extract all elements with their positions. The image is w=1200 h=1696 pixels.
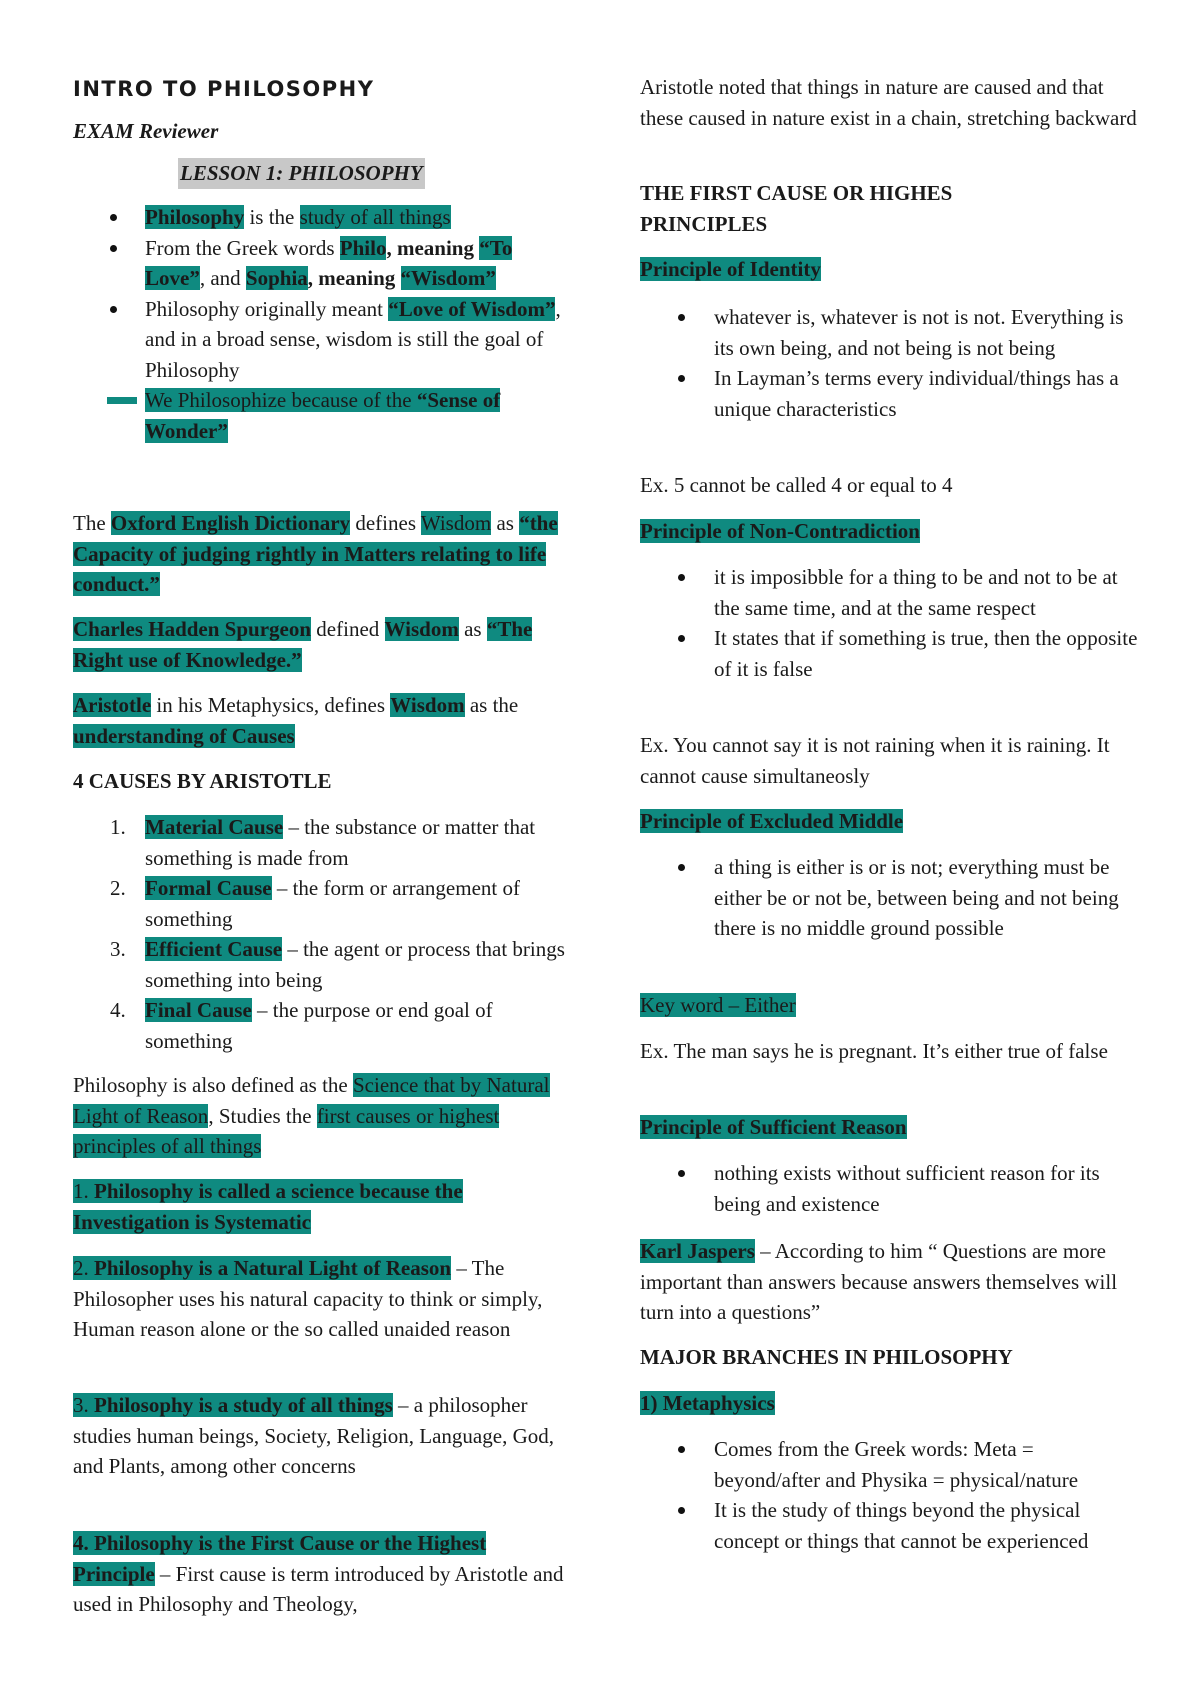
identity-bullet-list (640, 302, 1140, 424)
list-item: 1. Material Cause – the substance or matter that something is made from (110, 815, 536, 870)
list-item: It is the study of things beyond the physical concept or things that cannot be experienced (640, 1495, 1140, 1556)
list-item: It states that if something is true, then the opposite of it is false (640, 623, 1140, 684)
excluded-middle-heading: Principle of Excluded Middle (640, 809, 904, 833)
list-item: Philosophy originally meant “Love of Wisdom”, and in a broad sense, wisdom is still the goal of Philosophy (73, 294, 568, 386)
sufficient-reason-bullet-list (640, 1158, 1140, 1219)
document-subtitle: EXAM Reviewer (73, 119, 219, 143)
list-item: whatever is, whatever is not is not. Everything is its own being, and not being is not being (640, 302, 1140, 363)
excluded-middle-keyword: Key word – Either (640, 993, 796, 1017)
philosophy-point-1: 1. Philosophy is called a science because the Investigation is Systematic (73, 1179, 463, 1234)
noncontradiction-example: Ex. You cannot say it is not raining when it is raining. It cannot cause simultaneosly (640, 733, 1110, 788)
science-definition: Philosophy is also defined as the Science that by Natural Light of Reason, Studies the first causes or highest principles of all things (73, 1073, 550, 1158)
philosophy-point-3: 3. Philosophy is a study of all things – a philosopher studies human beings, Society, Religion, Language, God, and Plants, among other concerns (73, 1393, 554, 1478)
identity-heading: Principle of Identity (640, 257, 821, 281)
metaphysics-heading: 1) Metaphysics (640, 1391, 775, 1415)
list-item: 2. Formal Cause – the form or arrangement of something (110, 876, 520, 931)
karl-jaspers-quote: Karl Jaspers – According to him “ Questions are more important than answers because answers themselves will turn into a questions” (640, 1239, 1118, 1324)
list-item: 4. Final Cause – the purpose or end goal of something (110, 998, 493, 1053)
list-item: it is imposibble for a thing to be and not to be at the same time, and at the same respect (640, 562, 1140, 623)
intro-bullet-list (73, 202, 568, 446)
list-item: Comes from the Greek words: Meta = beyond/after and Physika = physical/nature (640, 1434, 1140, 1495)
document-title: INTRO TO PHILOSOPHY (73, 77, 375, 101)
spurgeon-definition: Charles Hadden Spurgeon defined Wisdom as “The Right use of Knowledge.” (73, 617, 533, 672)
sufficient-reason-heading: Principle of Sufficient Reason (640, 1115, 907, 1139)
metaphysics-bullet-list (640, 1434, 1140, 1556)
branches-heading: MAJOR BRANCHES IN PHILOSOPHY (640, 1345, 1013, 1369)
aristotle-definition: Aristotle in his Metaphysics, defines Wisdom as the understanding of Causes (73, 693, 519, 748)
list-item: Philosophy is the study of all things (73, 202, 568, 233)
oxford-definition: The Oxford English Dictionary defines Wisdom as “the Capacity of judging rightly in Matters relating to life conduct.” (73, 511, 558, 596)
noncontradiction-heading: Principle of Non-Contradiction (640, 519, 920, 543)
philosophy-point-2: 2. Philosophy is a Natural Light of Reason – The Philosopher uses his natural capacity to think or simply, Human reason alone or the so called unaided reason (73, 1256, 543, 1341)
excluded-middle-example: Ex. The man says he is pregnant. It’s either true of false (640, 1039, 1108, 1063)
list-item: a thing is either is or is not; everything must be either be or not be, between being and not being there is no middle ground possible (640, 852, 1140, 944)
list-item: nothing exists without sufficient reason for its being and existence (640, 1158, 1140, 1219)
causes-chain-text: Aristotle noted that things in nature are caused and that these caused in nature exist in a chain, stretching backward (640, 75, 1137, 130)
causes-heading: 4 CAUSES BY ARISTOTLE (73, 769, 332, 793)
list-item: 3. Efficient Cause – the agent or process that brings something into being (110, 937, 565, 992)
identity-example: Ex. 5 cannot be called 4 or equal to 4 (640, 473, 953, 497)
list-item: We Philosophize because of the “Sense of Wonder” (73, 385, 568, 446)
lesson-heading: LESSON 1: PHILOSOPHY (178, 158, 425, 189)
excluded-middle-bullet-list (640, 852, 1140, 944)
philosophy-point-4: 4. Philosophy is the First Cause or the Highest Principle – First cause is term introduced by Aristotle and used in Philosophy and Theology, (73, 1531, 564, 1616)
first-cause-heading: THE FIRST CAUSE OR HIGHES PRINCIPLES (640, 181, 953, 236)
list-item: From the Greek words Philo, meaning “To Love”, and Sophia, meaning “Wisdom” (73, 233, 568, 294)
noncontradiction-bullet-list (640, 562, 1140, 684)
list-item: In Layman’s terms every individual/things has a unique characteristics (640, 363, 1140, 424)
causes-list (73, 812, 568, 1056)
